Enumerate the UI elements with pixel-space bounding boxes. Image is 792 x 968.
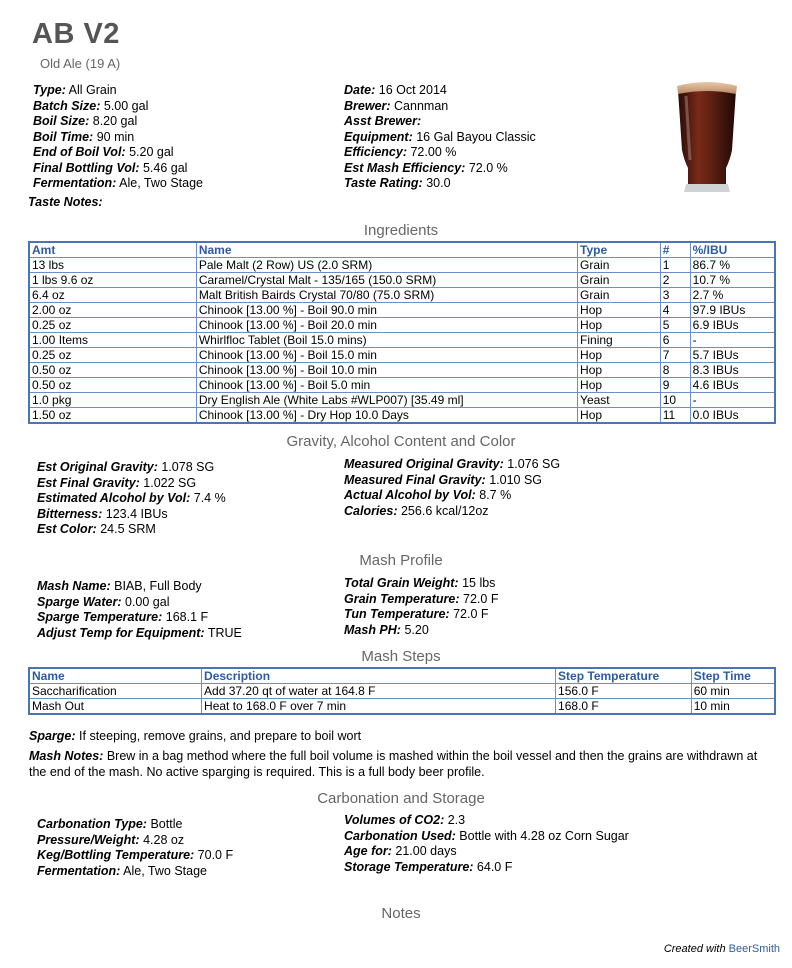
section-mash-steps: Mash Steps bbox=[361, 648, 441, 665]
column-header: Step Temperature bbox=[556, 668, 692, 684]
info-row bbox=[344, 130, 536, 146]
info-row bbox=[344, 607, 498, 623]
column-header: Type bbox=[578, 242, 661, 258]
info-value: 72.0 F bbox=[463, 591, 499, 606]
info-row bbox=[344, 473, 560, 489]
info-label: Tun Temperature: bbox=[344, 607, 450, 621]
table-cell: 9 bbox=[660, 378, 690, 393]
table-cell: Fining bbox=[578, 333, 661, 348]
info-row bbox=[33, 161, 203, 177]
info-value: All Grain bbox=[68, 83, 117, 97]
table-cell: 3 bbox=[660, 288, 690, 303]
info-value: 1.022 SG bbox=[143, 475, 197, 490]
table-cell: 7 bbox=[660, 348, 690, 363]
mash-notes-label: Mash Notes: bbox=[29, 749, 104, 763]
column-header: %/IBU bbox=[690, 242, 775, 258]
info-label: Date: bbox=[344, 83, 376, 97]
column-header: Step Time bbox=[691, 668, 775, 684]
table-cell: Chinook [13.00 %] - Boil 5.0 min bbox=[196, 378, 577, 393]
table-cell: Malt British Bairds Crystal 70/80 (75.0 SRM) bbox=[196, 288, 577, 303]
table-cell: 10 bbox=[660, 393, 690, 408]
table-cell: Hop bbox=[578, 303, 661, 318]
info-row bbox=[37, 491, 226, 507]
table-cell: Pale Malt (2 Row) US (2.0 SRM) bbox=[196, 258, 577, 273]
table-cell: 156.0 F bbox=[556, 684, 692, 699]
column-header: Name bbox=[29, 668, 202, 684]
table-cell: Chinook [13.00 %] - Boil 20.0 min bbox=[196, 318, 577, 333]
info-value: 5.46 gal bbox=[142, 160, 188, 175]
info-row bbox=[37, 595, 242, 611]
table-row bbox=[29, 378, 775, 393]
table-cell: Chinook [13.00 %] - Boil 90.0 min bbox=[196, 303, 577, 318]
info-label: Carbonation Used: bbox=[344, 828, 456, 843]
table-cell: 6.9 IBUs bbox=[690, 318, 775, 333]
section-notes: Notes bbox=[381, 905, 421, 922]
info-row bbox=[344, 592, 498, 608]
table-row bbox=[29, 333, 775, 348]
info-row bbox=[33, 83, 203, 99]
info-value: 72.00 % bbox=[410, 145, 457, 159]
info-value: 5.00 gal bbox=[103, 98, 149, 113]
sparge-paragraph bbox=[29, 728, 774, 744]
gravity-left-list bbox=[37, 460, 226, 538]
info-value: 256.6 kcal/12oz bbox=[400, 503, 489, 518]
table-cell: 8 bbox=[660, 363, 690, 378]
section-ingredients: Ingredients bbox=[363, 222, 439, 239]
table-cell: Dry English Ale (White Labs #WLP007) [35.49 ml] bbox=[196, 393, 577, 408]
table-row bbox=[29, 408, 775, 424]
info-label: Pressure/Weight: bbox=[37, 832, 140, 847]
info-value: 8.7 % bbox=[479, 488, 512, 502]
beer-glass-icon bbox=[672, 80, 742, 199]
column-header: Description bbox=[202, 668, 556, 684]
table-header-row bbox=[29, 668, 775, 684]
info-value: TRUE bbox=[207, 625, 242, 640]
info-row bbox=[37, 476, 226, 492]
table-cell: 60 min bbox=[691, 684, 775, 699]
info-label: Taste Rating: bbox=[344, 176, 423, 190]
sparge-label: Sparge: bbox=[29, 729, 76, 743]
table-cell: Grain bbox=[578, 288, 661, 303]
info-label: Carbonation Type: bbox=[37, 817, 147, 831]
table-cell: - bbox=[690, 333, 775, 348]
table-cell: 6.4 oz bbox=[29, 288, 196, 303]
info-row bbox=[344, 623, 498, 639]
section-mash-profile: Mash Profile bbox=[359, 552, 443, 569]
table-row bbox=[29, 684, 775, 699]
table-cell: Grain bbox=[578, 258, 661, 273]
table-cell: Chinook [13.00 %] - Boil 15.0 min bbox=[196, 348, 577, 363]
recipe-style: Old Ale (19 A) bbox=[40, 56, 121, 71]
carb-right-list bbox=[344, 813, 634, 875]
table-cell: 6 bbox=[660, 333, 690, 348]
info-value: 70.0 F bbox=[197, 848, 234, 862]
info-value: Bottle with 4.28 oz Corn Sugar bbox=[459, 828, 629, 843]
info-label: Type: bbox=[33, 83, 66, 97]
info-value: 5.20 gal bbox=[129, 145, 174, 159]
info-value: 1.078 SG bbox=[161, 460, 215, 474]
table-cell: 2.7 % bbox=[690, 288, 775, 303]
info-label: Fermentation: bbox=[33, 176, 117, 190]
info-label: Grain Temperature: bbox=[344, 591, 460, 606]
info-value: 90 min bbox=[96, 129, 135, 144]
taste-notes-label: Taste Notes: bbox=[28, 195, 103, 209]
info-left-list bbox=[33, 83, 203, 192]
table-cell: 11 bbox=[660, 408, 690, 424]
info-label: Age for: bbox=[344, 844, 392, 858]
table-cell: 0.50 oz bbox=[29, 363, 196, 378]
info-row bbox=[33, 176, 203, 192]
table-cell: 5 bbox=[660, 318, 690, 333]
info-row bbox=[344, 860, 634, 876]
info-value: 64.0 F bbox=[476, 859, 513, 874]
table-cell: 0.25 oz bbox=[29, 318, 196, 333]
info-row bbox=[37, 507, 226, 523]
table-cell: 97.9 IBUs bbox=[690, 303, 775, 318]
info-value: Ale, Two Stage bbox=[119, 176, 203, 190]
table-cell: 1.0 pkg bbox=[29, 393, 196, 408]
info-row bbox=[37, 579, 242, 595]
info-label: Total Grain Weight: bbox=[344, 576, 459, 590]
table-cell: 0.0 IBUs bbox=[690, 408, 775, 424]
column-header: Name bbox=[196, 242, 577, 258]
table-row bbox=[29, 393, 775, 408]
info-label: Bitterness: bbox=[37, 506, 103, 521]
info-value: 4.28 oz bbox=[143, 832, 185, 847]
table-cell: 1 lbs 9.6 oz bbox=[29, 273, 196, 288]
info-row bbox=[37, 460, 226, 476]
footer-prefix: Created with bbox=[663, 943, 726, 955]
info-label: Est Color: bbox=[37, 522, 97, 536]
info-value: 24.5 SRM bbox=[100, 522, 156, 536]
info-label: Efficiency: bbox=[344, 145, 407, 159]
info-label: Boil Size: bbox=[33, 114, 90, 128]
info-value: 72.0 F bbox=[453, 607, 489, 621]
info-value: 123.4 IBUs bbox=[105, 506, 168, 521]
info-row bbox=[344, 504, 560, 520]
info-label: Measured Original Gravity: bbox=[344, 457, 504, 471]
info-label: Storage Temperature: bbox=[344, 859, 474, 874]
carb-left-list bbox=[37, 817, 233, 879]
table-cell: 5.7 IBUs bbox=[690, 348, 775, 363]
table-cell: Whirlfloc Tablet (Boil 15.0 mins) bbox=[196, 333, 577, 348]
info-value: 30.0 bbox=[426, 176, 451, 190]
info-row bbox=[344, 114, 536, 130]
table-cell: Hop bbox=[578, 348, 661, 363]
info-value: 15 lbs bbox=[462, 576, 496, 590]
info-label: Sparge Temperature: bbox=[37, 610, 163, 624]
table-cell: 0.25 oz bbox=[29, 348, 196, 363]
info-label: Mash PH: bbox=[344, 622, 401, 637]
info-row bbox=[33, 145, 203, 161]
ingredients-table bbox=[28, 241, 776, 424]
table-cell: Heat to 168.0 F over 7 min bbox=[202, 699, 556, 715]
table-cell: 10.7 % bbox=[690, 273, 775, 288]
info-label: Actual Alcohol by Vol: bbox=[344, 488, 476, 502]
info-label: Estimated Alcohol by Vol: bbox=[37, 491, 191, 505]
table-cell: Chinook [13.00 %] - Dry Hop 10.0 Days bbox=[196, 408, 577, 424]
info-label: Mash Name: bbox=[37, 579, 111, 593]
info-row bbox=[37, 864, 233, 880]
info-row bbox=[344, 99, 536, 115]
table-cell: 2.00 oz bbox=[29, 303, 196, 318]
info-label: Boil Time: bbox=[33, 129, 94, 144]
table-row bbox=[29, 318, 775, 333]
info-row bbox=[344, 161, 536, 177]
table-cell: - bbox=[690, 393, 775, 408]
info-value: 168.1 F bbox=[165, 610, 209, 624]
table-row bbox=[29, 348, 775, 363]
info-value: 1.076 SG bbox=[507, 457, 561, 471]
column-header: # bbox=[660, 242, 690, 258]
gravity-right-list bbox=[344, 457, 560, 519]
table-cell: Hop bbox=[578, 378, 661, 393]
table-row bbox=[29, 303, 775, 318]
info-label: Equipment: bbox=[344, 129, 413, 144]
info-label: Batch Size: bbox=[33, 98, 101, 113]
info-label: Brewer: bbox=[344, 98, 391, 113]
info-row bbox=[33, 114, 203, 130]
table-cell: 4 bbox=[660, 303, 690, 318]
table-row bbox=[29, 699, 775, 715]
mash-right-list bbox=[344, 576, 498, 638]
info-row bbox=[344, 844, 634, 860]
info-row bbox=[37, 626, 242, 642]
info-row bbox=[344, 457, 560, 473]
info-label: Fermentation: bbox=[37, 863, 121, 878]
info-value: 2.3 bbox=[447, 813, 466, 827]
footer-credit bbox=[664, 943, 780, 955]
table-cell: Saccharification bbox=[29, 684, 202, 699]
info-value: 16 Oct 2014 bbox=[378, 83, 447, 97]
table-cell: 1.50 oz bbox=[29, 408, 196, 424]
table-cell: 10 min bbox=[691, 699, 775, 715]
info-label: Keg/Bottling Temperature: bbox=[37, 848, 195, 862]
section-gravity: Gravity, Alcohol Content and Color bbox=[286, 433, 516, 450]
mash-steps-table bbox=[28, 667, 776, 715]
info-right-list bbox=[344, 83, 536, 192]
info-row bbox=[37, 848, 233, 864]
table-cell: 86.7 % bbox=[690, 258, 775, 273]
info-row bbox=[33, 99, 203, 115]
table-cell: Grain bbox=[578, 273, 661, 288]
table-cell: 1 bbox=[660, 258, 690, 273]
table-header-row bbox=[29, 242, 775, 258]
table-row bbox=[29, 288, 775, 303]
column-header: Amt bbox=[29, 242, 196, 258]
table-cell: Chinook [13.00 %] - Boil 10.0 min bbox=[196, 363, 577, 378]
info-label: Sparge Water: bbox=[37, 594, 122, 609]
section-carbonation: Carbonation and Storage bbox=[317, 790, 485, 807]
table-row bbox=[29, 363, 775, 378]
info-label: Adjust Temp for Equipment: bbox=[37, 625, 205, 640]
table-cell: Add 37.20 qt of water at 164.8 F bbox=[202, 684, 556, 699]
table-cell: Mash Out bbox=[29, 699, 202, 715]
info-row bbox=[33, 130, 203, 146]
table-cell: Hop bbox=[578, 363, 661, 378]
info-row bbox=[37, 817, 233, 833]
beersmith-link[interactable]: BeerSmith bbox=[728, 943, 780, 955]
info-row bbox=[344, 829, 634, 845]
table-cell: 4.6 IBUs bbox=[690, 378, 775, 393]
info-label: Est Final Gravity: bbox=[37, 475, 140, 490]
table-row bbox=[29, 273, 775, 288]
info-value: 0.00 gal bbox=[125, 594, 170, 609]
info-label: Calories: bbox=[344, 503, 398, 518]
table-cell: Yeast bbox=[578, 393, 661, 408]
mash-notes-value: Brew in a bag method where the full boil volume is mashed within the boil vessel and then the grains are withdrawn at the end of the mash. No active sparging is required. This is a full body beer profile. bbox=[29, 749, 758, 779]
info-row bbox=[344, 83, 536, 99]
mash-notes-paragraph bbox=[29, 748, 774, 780]
info-label: Volumes of CO2: bbox=[344, 813, 445, 827]
info-row bbox=[344, 488, 560, 504]
table-cell: Hop bbox=[578, 318, 661, 333]
sparge-value: If steeping, remove grains, and prepare to boil wort bbox=[79, 729, 362, 743]
info-row bbox=[37, 610, 242, 626]
table-cell: 8.3 IBUs bbox=[690, 363, 775, 378]
info-label: End of Boil Vol: bbox=[33, 145, 126, 159]
info-value: Ale, Two Stage bbox=[123, 863, 207, 878]
info-row bbox=[344, 145, 536, 161]
info-label: Measured Final Gravity: bbox=[344, 472, 486, 487]
table-cell: 0.50 oz bbox=[29, 378, 196, 393]
info-row bbox=[344, 813, 634, 829]
info-value: Cannman bbox=[394, 98, 449, 113]
info-value: 7.4 % bbox=[193, 491, 226, 505]
recipe-title: AB V2 bbox=[32, 18, 120, 50]
info-value: BIAB, Full Body bbox=[114, 579, 202, 593]
table-cell: 168.0 F bbox=[556, 699, 692, 715]
info-label: Asst Brewer: bbox=[344, 114, 422, 128]
table-cell: Caramel/Crystal Malt - 135/165 (150.0 SRM) bbox=[196, 273, 577, 288]
info-row bbox=[37, 833, 233, 849]
table-cell: Hop bbox=[578, 408, 661, 424]
info-value: 5.20 bbox=[404, 622, 429, 637]
info-value: 72.0 % bbox=[468, 160, 508, 175]
info-value: Bottle bbox=[150, 817, 183, 831]
table-cell: 13 lbs bbox=[29, 258, 196, 273]
info-value: 8.20 gal bbox=[92, 114, 138, 128]
info-row bbox=[344, 576, 498, 592]
info-value: 1.010 SG bbox=[489, 472, 543, 487]
info-label: Est Original Gravity: bbox=[37, 460, 158, 474]
table-cell: 2 bbox=[660, 273, 690, 288]
table-cell: 1.00 Items bbox=[29, 333, 196, 348]
table-row bbox=[29, 258, 775, 273]
info-label: Final Bottling Vol: bbox=[33, 160, 140, 175]
info-row bbox=[37, 522, 226, 538]
info-value: 16 Gal Bayou Classic bbox=[416, 129, 536, 144]
mash-left-list bbox=[37, 579, 242, 641]
info-value: 21.00 days bbox=[395, 844, 457, 858]
info-label: Est Mash Efficiency: bbox=[344, 160, 466, 175]
info-row bbox=[344, 176, 536, 192]
